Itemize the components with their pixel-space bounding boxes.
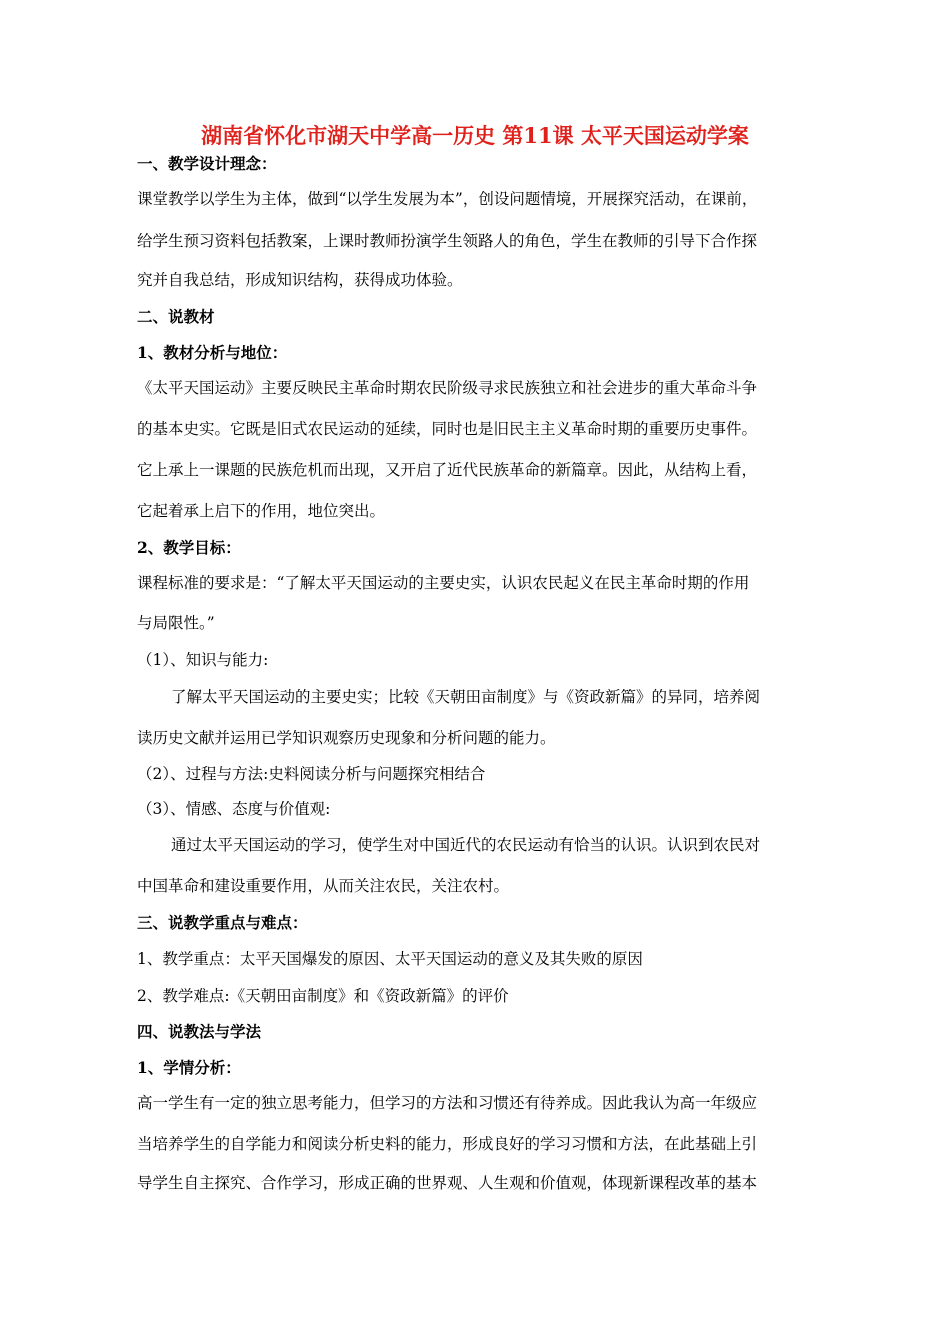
paragraph-line: 它起着承上启下的作用，地位突出。 [137,502,386,520]
key-point-line: 1、教学重点：太平天国爆发的原因、太平天国运动的意义及其失败的原因 [137,950,643,968]
paragraph-line: 它上承上一课题的民族危机而出现，又开启了近代民族革命的新篇章。因此，从结构上看， [137,461,758,479]
document-title: 湖南省怀化市湖天中学高一历史 第11课 太平天国运动学案 [201,123,749,148]
paragraph-line: 课堂教学以学生为主体，做到“以学生发展为本”，创设问题情境，开展探究活动，在课前， [137,190,758,208]
heading-methods: 四、说教法与学法 [137,1022,262,1041]
goal-item-emotion: （3）、情感、态度与价值观: [137,800,331,818]
paragraph-line: 究并自我总结，形成知识结构，获得成功体验。 [137,271,463,289]
paragraph-line: 了解太平天国运动的主要史实；比较《天朝田亩制度》与《资政新篇》的异同，培养阅 [171,688,761,706]
paragraph-line: 《太平天国运动》主要反映民主革命时期农民阶级寻求民族独立和社会进步的重大革命斗争 [137,379,758,397]
heading-textbook: 二、说教材 [137,307,215,326]
subheading-teaching-goals: 2、教学目标： [137,538,241,557]
paragraph-line: 读历史文献并运用已学知识观察历史现象和分析问题的能力。 [137,729,556,747]
paragraph-line: 课程标准的要求是：“了解太平天国运动的主要史实，认识农民起义在民主革命时期的作用 [137,574,750,592]
paragraph-line: 给学生预习资料包括教案，上课时教师扮演学生领路人的角色，学生在教师的引导下合作探 [137,232,758,250]
paragraph-line: 的基本史实。它既是旧式农民运动的延续，同时也是旧民主主义革命时期的重要历史事件。 [137,420,758,438]
goal-item-knowledge: （1）、知识与能力: [137,651,269,669]
paragraph-line: 高一学生有一定的独立思考能力，但学习的方法和习惯还有待养成。因此我认为高一年级应 [137,1094,758,1112]
paragraph-line: 导学生自主探究、合作学习，形成正确的世界观、人生观和价值观，体现新课程改革的基本 [137,1174,758,1192]
paragraph-line: 中国革命和建设重要作用，从而关注农民，关注农村。 [137,877,510,895]
paragraph-line: 与局限性。” [137,614,215,632]
subheading-textbook-analysis: 1、教材分析与地位： [137,343,288,362]
paragraph-line: 当培养学生的自学能力和阅读分析史料的能力，形成良好的学习习惯和方法，在此基础上引 [137,1135,758,1153]
heading-key-points: 三、说教学重点与难点： [137,913,308,932]
subheading-student-analysis: 1、学情分析： [137,1058,241,1077]
heading-design-concept: 一、教学设计理念： [137,154,277,173]
goal-item-process: （2）、过程与方法:史料阅读分析与问题探究相结合 [137,765,486,783]
difficult-point-line: 2、教学难点:《天朝田亩制度》和《资政新篇》的评价 [137,987,509,1005]
paragraph-line: 通过太平天国运动的学习，使学生对中国近代的农民运动有恰当的认识。认识到农民对 [171,836,761,854]
